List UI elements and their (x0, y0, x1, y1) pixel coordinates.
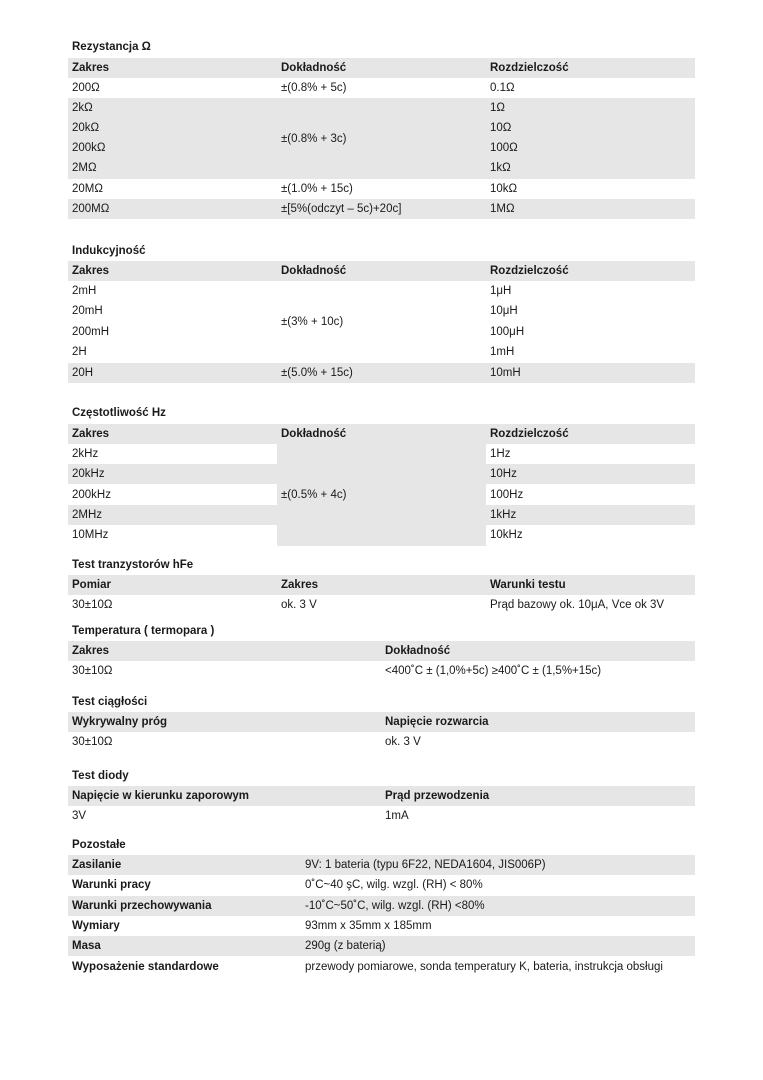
range-cell: 2mH (72, 285, 97, 297)
table-row (68, 936, 695, 956)
temperature-header-range: Zakres (72, 645, 110, 657)
forward-current-cell: 1mA (385, 810, 409, 822)
resolution-cell: 100μH (490, 326, 525, 338)
range-cell: 200mH (72, 326, 110, 338)
table-row (68, 98, 695, 118)
table-row (68, 896, 695, 916)
range-cell: 2H (72, 346, 87, 358)
voltage-cell: ok. 3 V (385, 736, 421, 748)
range-cell: 2kHz (72, 448, 99, 460)
table-row (68, 464, 277, 484)
resolution-cell: 1μH (490, 285, 512, 297)
resistance-title: Rezystancja Ω (72, 41, 151, 53)
table-row (68, 301, 695, 321)
frequency-header-row (68, 424, 695, 444)
temperature-title: Temperatura ( termopara ) (72, 625, 215, 637)
continuity-title: Test ciągłości (72, 696, 148, 708)
reverse-voltage-cell: 3V (72, 810, 87, 822)
param-label: Wyposażenie standardowe (72, 961, 219, 973)
table-row (68, 505, 277, 525)
table-row (68, 806, 695, 826)
inductance-header-resolution: Rozdzielczość (490, 265, 569, 277)
hfe-header-range: Zakres (281, 579, 319, 591)
diode-header-forward-current: Prąd przewodzenia (385, 790, 490, 802)
resolution-cell: 10kΩ (490, 183, 518, 195)
resolution-cell: 10mH (490, 367, 521, 379)
range-cell: 2kΩ (72, 102, 93, 114)
frequency-header-range: Zakres (72, 428, 110, 440)
table-row (68, 322, 695, 342)
range-cell: 200Ω (72, 82, 100, 94)
accuracy-cell: ±(1.0% + 15c) (281, 183, 353, 195)
measure-cell: 30±10Ω (72, 599, 113, 611)
inductance-header-row (68, 261, 695, 281)
inductance-title: Indukcyjność (72, 245, 146, 257)
table-row (68, 138, 695, 158)
diode-title: Test diody (72, 770, 129, 782)
param-value: 9V: 1 bateria (typu 6F22, NEDA1604, JIS006P) (305, 859, 546, 871)
range-cell: 30±10Ω (72, 665, 113, 677)
range-cell: 20MΩ (72, 183, 103, 195)
param-label: Warunki przechowywania (72, 900, 212, 912)
range-cell: 2MΩ (72, 162, 97, 174)
temperature-header-row (68, 641, 695, 661)
resolution-cell: 10Hz (490, 468, 517, 480)
range-cell: 20kΩ (72, 122, 100, 134)
frequency-header-accuracy: Dokładność (281, 428, 347, 440)
frequency-merged-accuracy: ±(0.5% + 4c) (281, 489, 347, 501)
table-row (68, 342, 695, 362)
inductance-header-range: Zakres (72, 265, 110, 277)
table-row (68, 179, 695, 199)
range-cell: ok. 3 V (281, 599, 317, 611)
resistance-header-resolution: Rozdzielczość (490, 62, 569, 74)
param-label: Warunki pracy (72, 879, 151, 891)
row-shade-right (486, 505, 695, 525)
resistance-merged-accuracy: ±(0.8% + 3c) (281, 133, 347, 145)
inductance-header-accuracy: Dokładność (281, 265, 347, 277)
continuity-header-row (68, 712, 695, 732)
frequency-title: Częstotliwość Hz (72, 407, 166, 419)
continuity-header-voltage: Napięcie rozwarcia (385, 716, 489, 728)
param-label: Wymiary (72, 920, 120, 932)
range-cell: 20mH (72, 305, 103, 317)
resolution-cell: 10kHz (490, 529, 523, 541)
table-row (68, 158, 695, 178)
threshold-cell: 30±10Ω (72, 736, 113, 748)
resolution-cell: 1Hz (490, 448, 511, 460)
accuracy-cell: ±(0.8% + 5c) (281, 82, 347, 94)
range-cell: 200kΩ (72, 142, 106, 154)
row-shade-right (486, 464, 695, 484)
resolution-cell: 100Ω (490, 142, 518, 154)
param-value: 93mm x 35mm x 185mm (305, 920, 432, 932)
resolution-cell: 1kHz (490, 509, 517, 521)
continuity-header-threshold: Wykrywalny próg (72, 716, 168, 728)
resolution-cell: 1Ω (490, 102, 505, 114)
table-row (68, 281, 695, 301)
param-label: Masa (72, 940, 101, 952)
resolution-cell: 1MΩ (490, 203, 515, 215)
conditions-cell: Prąd bazowy ok. 10μA, Vce ok 3V (490, 599, 665, 611)
accuracy-cell: ±(5.0% + 15c) (281, 367, 353, 379)
range-cell: 200MΩ (72, 203, 110, 215)
param-value: 0˚C~40 şC, wilg. wzgl. (RH) < 80% (305, 879, 483, 891)
param-value: 290g (z baterią) (305, 940, 386, 952)
range-cell: 10MHz (72, 529, 109, 541)
accuracy-cell: ±[5%(odczyt – 5c)+20c] (281, 203, 402, 215)
table-row (68, 595, 695, 615)
resistance-header-range: Zakres (72, 62, 110, 74)
hfe-title: Test tranzystorów hFe (72, 559, 194, 571)
table-row (68, 363, 695, 383)
resolution-cell: 10Ω (490, 122, 512, 134)
table-row (68, 732, 695, 752)
table-row (68, 916, 695, 936)
hfe-header-conditions: Warunki testu (490, 579, 566, 591)
table-row (68, 875, 695, 895)
table-row (68, 444, 695, 464)
param-label: Zasilanie (72, 859, 122, 871)
range-cell: 20kHz (72, 468, 105, 480)
diode-header-reverse-voltage: Napięcie w kierunku zaporowym (72, 790, 250, 802)
inductance-merged-accuracy: ±(3% + 10c) (281, 316, 344, 328)
range-cell: 2MHz (72, 509, 103, 521)
table-row (68, 78, 695, 98)
spec-sheet (68, 0, 695, 1080)
resolution-cell: 10μH (490, 305, 518, 317)
resolution-cell: 100Hz (490, 489, 524, 501)
accuracy-cell: <400˚C ± (1,0%+5c) ≥400˚C ± (1,5%+15c) (385, 665, 602, 677)
resolution-cell: 1kΩ (490, 162, 511, 174)
resolution-cell: 0.1Ω (490, 82, 515, 94)
table-row (68, 661, 695, 681)
resistance-header-accuracy: Dokładność (281, 62, 347, 74)
hfe-header-measure: Pomiar (72, 579, 111, 591)
other-title: Pozostałe (72, 839, 126, 851)
range-cell: 20H (72, 367, 94, 379)
hfe-header-row (68, 575, 695, 595)
range-cell: 200kHz (72, 489, 111, 501)
resistance-header-row (68, 58, 695, 78)
param-value: przewody pomiarowe, sonda temperatury K, bateria, instrukcja obsługi (305, 961, 663, 973)
temperature-header-accuracy: Dokładność (385, 645, 451, 657)
param-value: -10˚C~50˚C, wilg. wzgl. (RH) <80% (305, 900, 485, 912)
diode-header-row (68, 786, 695, 806)
frequency-header-resolution: Rozdzielczość (490, 428, 569, 440)
table-row (68, 957, 695, 977)
table-row (68, 118, 695, 138)
table-row (68, 525, 695, 545)
table-row (68, 199, 695, 219)
table-row (68, 855, 695, 875)
resolution-cell: 1mH (490, 346, 515, 358)
table-row (68, 485, 695, 505)
